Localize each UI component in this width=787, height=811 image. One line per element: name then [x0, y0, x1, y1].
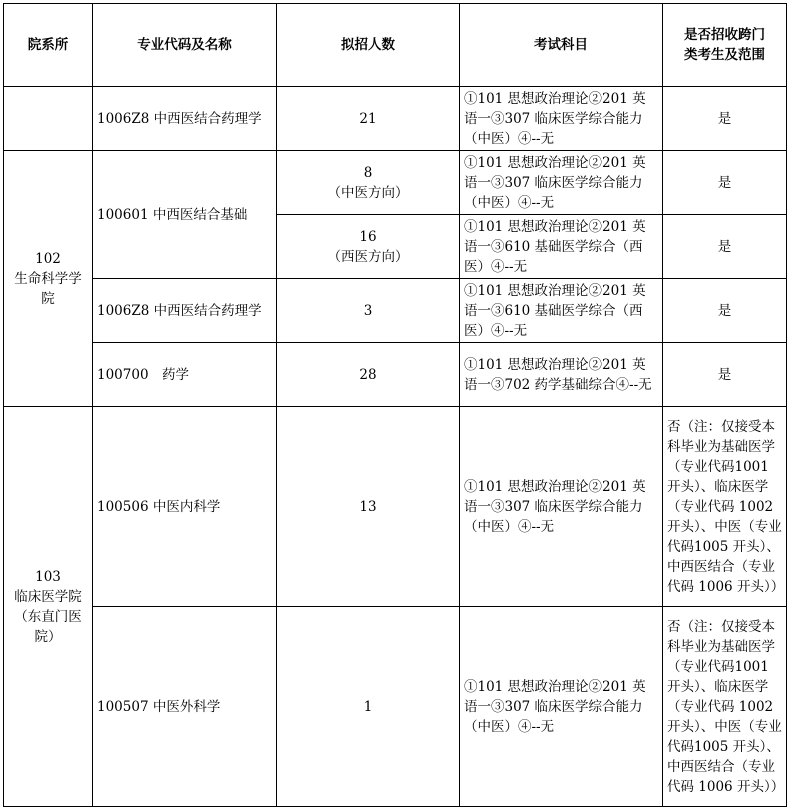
dept-code: 102 [35, 250, 61, 267]
subjects-cell: ①101 思想政治理论②201 英语一③610 基础医学综合（西医）④--无 [460, 279, 663, 343]
dept-name: 临床医学院（东直门医院） [14, 588, 82, 645]
dept-cell [4, 151, 93, 407]
quota-cell: 13 [277, 407, 460, 607]
quota-cell [277, 215, 460, 279]
header-dept: 院系所 [4, 4, 93, 87]
header-cross-line1: 是否招收跨门 [684, 27, 765, 43]
quota-value: 8 [363, 164, 373, 181]
header-subjects: 考试科目 [460, 4, 663, 87]
quota-note: （中医方向） [327, 184, 409, 201]
table-row [4, 151, 787, 215]
quota-cell: 28 [277, 343, 460, 407]
dept-code: 103 [35, 568, 61, 585]
major-cell: 1006Z8 中西医结合药理学 [93, 87, 277, 151]
quota-value: 16 [359, 228, 377, 245]
header-major: 专业代码及名称 [93, 4, 277, 87]
major-cell: 100601 中西医结合基础 [93, 151, 277, 279]
subjects-cell: ①101 思想政治理论②201 英语一③702 药学基础综合④--无 [460, 343, 663, 407]
quota-cell: 21 [277, 87, 460, 151]
cross-cell: 是 [663, 87, 787, 151]
major-cell: 100506 中医内科学 [93, 407, 277, 607]
subjects-cell: ①101 思想政治理论②201 英语一③307 临床医学综合能力（中医）④--无 [460, 407, 663, 607]
subjects-cell: ①101 思想政治理论②201 英语一③307 临床医学综合能力（中医）④--无 [460, 151, 663, 215]
header-quota: 拟招人数 [277, 4, 460, 87]
header-cross [663, 4, 787, 87]
header-row [4, 4, 787, 87]
quota-note: （西医方向） [327, 248, 409, 265]
dept-cell-empty [4, 87, 93, 151]
table-row [4, 343, 787, 407]
cross-cell: 否（注：仅接受本科毕业为基础医学（专业代码1001 开头）、临床医学（专业代码 1002 开头）、中医（专业代码1005 开头）、中西医结合（专业代码 1006 开头）） [663, 607, 787, 807]
enrollment-table [3, 3, 787, 807]
quota-cell [277, 151, 460, 215]
subjects-cell: ①101 思想政治理论②201 英语一③610 基础医学综合（西医）④--无 [460, 215, 663, 279]
major-cell: 100700 药学 [93, 343, 277, 407]
cross-cell: 是 [663, 151, 787, 215]
dept-name: 生命科学学院 [14, 270, 82, 307]
dept-cell [4, 407, 93, 807]
subjects-cell: ①101 思想政治理论②201 英语一③307 临床医学综合能力（中医）④--无 [460, 607, 663, 807]
table-row [4, 87, 787, 151]
cross-cell: 是 [663, 343, 787, 407]
cross-cell: 是 [663, 215, 787, 279]
subjects-cell: ①101 思想政治理论②201 英语一③307 临床医学综合能力（中医）④--无 [460, 87, 663, 151]
major-cell: 1006Z8 中西医结合药理学 [93, 279, 277, 343]
header-cross-line2: 类考生及范围 [684, 47, 765, 63]
quota-cell: 3 [277, 279, 460, 343]
quota-cell: 1 [277, 607, 460, 807]
cross-cell: 是 [663, 279, 787, 343]
major-cell: 100507 中医外科学 [93, 607, 277, 807]
table-row [4, 279, 787, 343]
table-row [4, 407, 787, 607]
table-row [4, 607, 787, 807]
cross-cell: 否（注：仅接受本科毕业为基础医学（专业代码1001 开头）、临床医学（专业代码 1002 开头）、中医（专业代码1005 开头）、中西医结合（专业代码 1006 开头）） [663, 407, 787, 607]
